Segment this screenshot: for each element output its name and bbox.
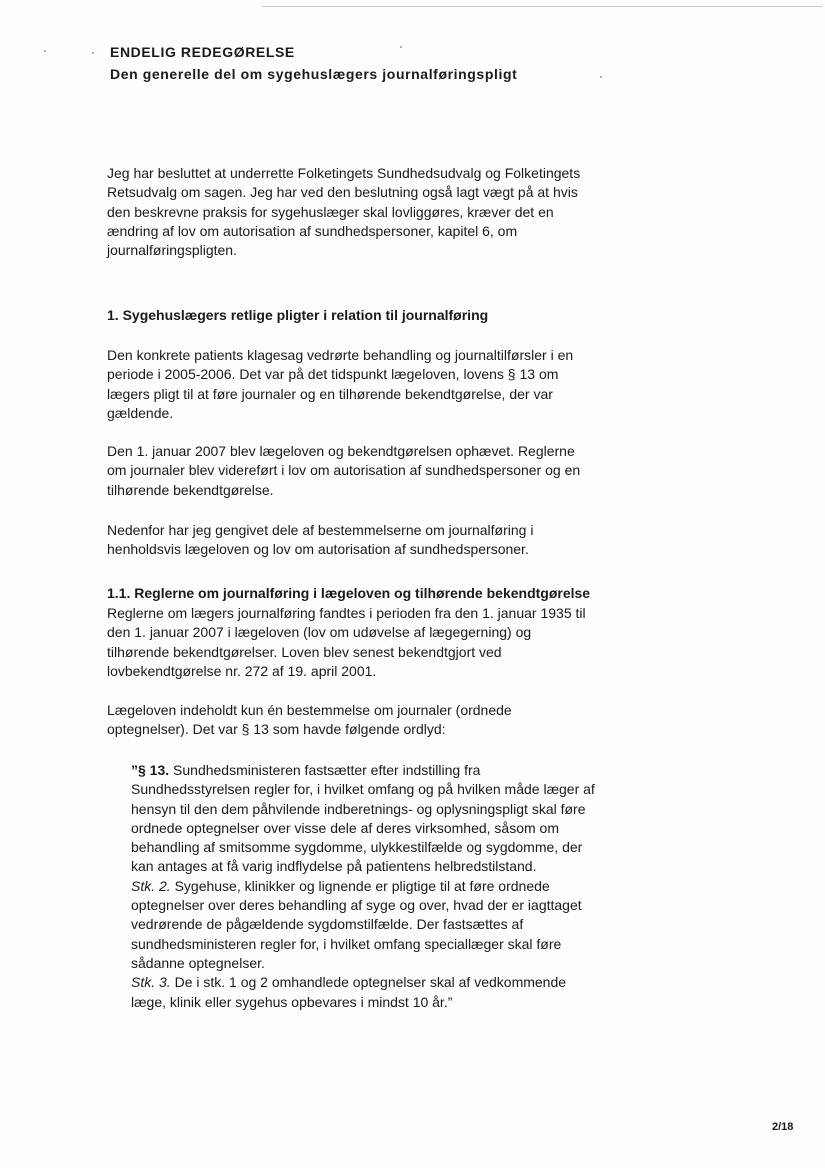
page-number: 2/18: [772, 1121, 794, 1133]
section-1-1-paragraph-1: Reglerne om lægers journalføring fandtes i perioden fra den 1. januar 1935 til den 1. januar 2007 i lægeloven (lov om udøvelse af lægegerning) og tilhørende bekendtgørelser. Loven blev senest bekendtgjort ved lovbekendtgørelse nr. 272 af 19. april 2001.: [107, 605, 586, 679]
scan-speck: [400, 46, 402, 48]
quote-section-text: Sundhedsministeren fastsætter efter indstilling fra Sundhedsstyrelsen regler for, i hvilket omfang og på hvilken måde læger af hensyn til den dem påhvilende indberetnings- og oplysningspligt skal føre ordnede optegnelser over visse dele af deres virksomhed, såsom om behandling af smitsomme sygdomme, ulykkestilfælde og sygdomme, der kan antages at få varig indflydelse på patientens helbredstilstand.: [131, 762, 595, 875]
quote-paragraph-stk2: [131, 877, 601, 973]
section-1-1-heading: 1.1. Reglerne om journalføring i lægeloven og tilhørende bekendtgørelse: [107, 585, 591, 601]
intro-paragraph: Jeg har besluttet at underrette Folketingets Sundhedsudvalg og Folketingets Retsudvalg om sagen. Jeg har ved den beslutning også lagt vægt på at hvis den beskrevne praksis for sygehuslæger skal lovliggøres, kræver det en ændring af lov om autorisation af sundhedspersoner, kapitel 6, om journalføringspligten.: [107, 165, 581, 259]
section-1-paragraph-3: Nedenfor har jeg gengivet dele af bestemmelserne om journalføring i henholdsvis lægeloven og lov om autorisation af sundhedspersoner.: [107, 522, 534, 558]
quote-stk2-text: Sygehuse, klinikker og lignende er pligtige til at føre ordnede optegnelser over deres behandling af syge og over, hvad der er iagttaget vedrørende de pågældende sygdomstilfælde. Der fastsættes af sundhedsministeren regler for, i hvilket omfang speciallæger skal føre sådanne optegnelser.: [131, 877, 582, 971]
document-subtitle: Den generelle del om sygehuslægers journalføringspligt: [110, 66, 518, 82]
scan-speck: [44, 50, 46, 52]
document-title: ENDELIG REDEGØRELSE: [110, 44, 295, 60]
quote-stk2-label: Stk. 2.: [131, 877, 171, 894]
section-1-paragraph-1: Den konkrete patients klagesag vedrørte behandling og journaltilførsler i en periode i 2005-2006. Det var på det tidspunkt lægeloven, lovens § 13 om lægers pligt til at føre journaler og en tilhørende bekendtgørelse, der var gældende.: [107, 347, 574, 421]
quote-paragraph-stk3: [131, 973, 601, 1012]
section-1-heading: 1. Sygehuslægers retlige pligter i relation til journalføring: [107, 307, 489, 323]
section-1-paragraph-2: Den 1. januar 2007 blev lægeloven og bekendtgørelsen ophævet. Reglerne om journaler blev videreført i lov om autorisation af sundhedspersoner og en tilhørende bekendtgørelse.: [107, 443, 581, 498]
quote-paragraph-13: [131, 761, 601, 877]
scan-speck: [92, 52, 94, 54]
section-1-1-paragraph-2: Lægeloven indeholdt kun én bestemmelse om journaler (ordnede optegnelser). Det var § 13 som havde følgende ordlyd:: [107, 702, 512, 738]
quote-section-label: ”§ 13.: [131, 762, 170, 778]
quote-stk3-label: Stk. 3.: [131, 974, 171, 991]
law-quote: [131, 761, 601, 1012]
quote-stk3-text: De i stk. 1 og 2 omhandlede optegnelser skal af vedkommende læge, klinik eller sygehus opbevares i mindst 10 år.”: [131, 974, 567, 1010]
top-rule: [262, 6, 822, 7]
scan-speck: [600, 76, 602, 78]
